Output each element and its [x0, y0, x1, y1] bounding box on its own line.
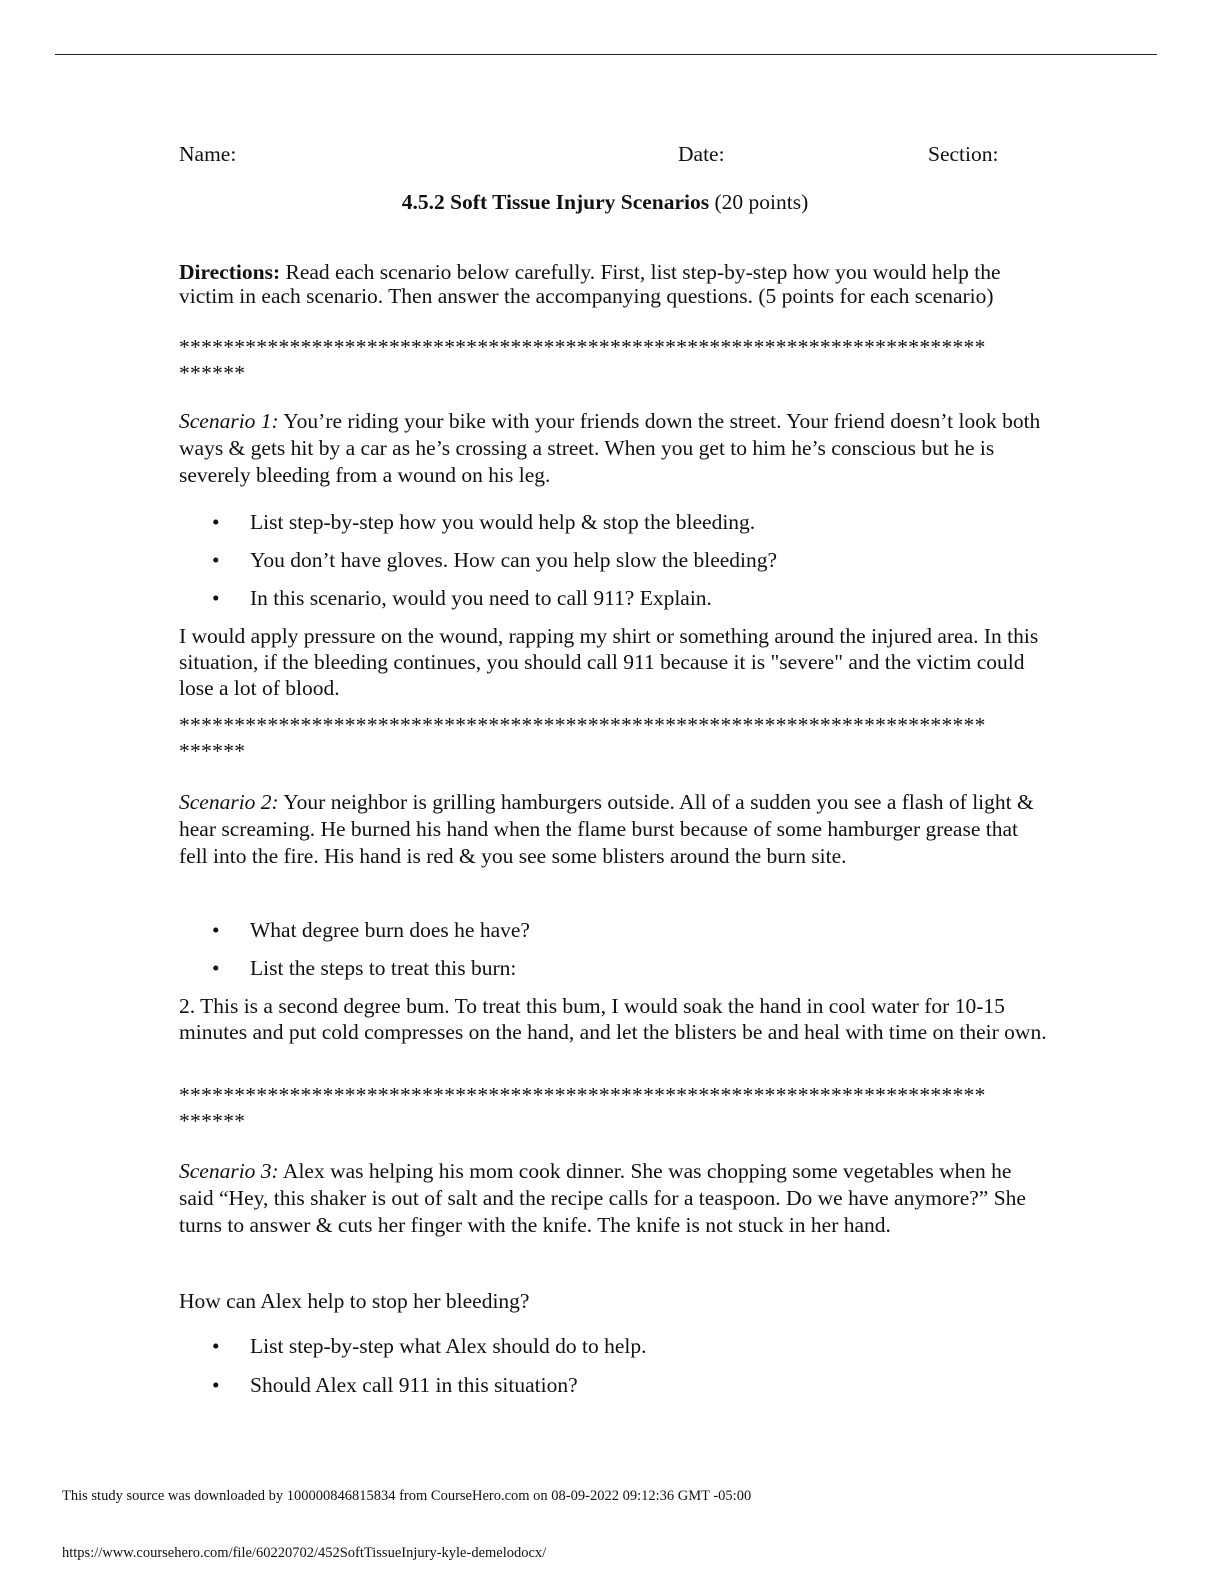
scenario-2-answer: 2. This is a second degree bum. To treat this bum, I would soak the hand in cool water for 10-15 minutes and put cold compresses on the hand, and let the blisters be and heal with time on their own. — [179, 994, 1047, 1044]
scenario-3-label: Scenario 3: — [179, 1159, 279, 1183]
list-item — [179, 917, 1049, 943]
separator-3-line-1: ************************************************************************* — [179, 1083, 986, 1107]
directions — [179, 260, 1049, 308]
scenario-3-question: How can Alex help to stop her bleeding? — [179, 1289, 530, 1313]
scenario-3-text — [179, 1158, 1049, 1239]
separator-2-line-1: ************************************************************************* — [179, 713, 986, 737]
separator-1-line-1: ************************************************************************* — [179, 335, 986, 359]
separator-2-line-2: ****** — [179, 739, 246, 763]
bullet: • — [212, 586, 220, 610]
list-item — [179, 1372, 1049, 1398]
scenario-2-questions — [179, 917, 1049, 981]
list-item — [179, 509, 1049, 535]
scenario-3-body: Alex was helping his mom cook dinner. She was chopping some vegetables when he said “Hey, this shaker is out of salt and the recipe calls for a teaspoon. Do we have anymore?” She turns to answer & cuts her finger with the knife. The knife is not stuck in her hand. — [179, 1159, 1026, 1237]
list-item — [179, 1333, 1049, 1359]
question-text: In this scenario, would you need to call 911? Explain. — [250, 586, 712, 610]
list-item — [179, 955, 1049, 981]
scenario-2-text — [179, 789, 1049, 870]
top-rule — [55, 54, 1157, 55]
question-text: List step-by-step how you would help & stop the bleeding. — [250, 510, 756, 534]
scenario-1-questions — [179, 509, 1049, 611]
footer-source: This study source was downloaded by 100000846815834 from CourseHero.com on 08-09-2022 09:12:36 GMT -05:00 — [62, 1488, 752, 1504]
question-text: Should Alex call 911 in this situation? — [250, 1373, 578, 1397]
bullet: • — [212, 918, 220, 942]
directions-label: Directions: — [179, 260, 281, 284]
list-item — [179, 585, 1049, 611]
bullet: • — [212, 1334, 220, 1358]
footer-url: https://www.coursehero.com/file/60220702/452SoftTissueInjury-kyle-demelodocx/ — [62, 1545, 547, 1561]
question-text: List the steps to treat this burn: — [250, 956, 517, 980]
section-label: Section: — [928, 142, 999, 166]
scenario-1-label: Scenario 1: — [179, 409, 279, 433]
directions-text: Read each scenario below carefully. First, list step-by-step how you would help the victim in each scenario. Then answer the accompanying questions. (5 points for each scenario) — [179, 260, 1001, 308]
bullet: • — [212, 548, 220, 572]
date-label: Date: — [678, 142, 725, 166]
bullet: • — [212, 510, 220, 534]
list-item — [179, 547, 1049, 573]
question-text: You don’t have gloves. How can you help slow the bleeding? — [250, 548, 778, 572]
separator-1-line-2: ****** — [179, 361, 246, 385]
title-points: (20 points) — [714, 190, 809, 214]
scenario-1-body: You’re riding your bike with your friends down the street. Your friend doesn’t look both ways & gets hit by a car as he’s crossing a street. When you get to him he’s conscious but he is severely bleeding from a wound on his leg. — [179, 409, 1041, 487]
scenario-2-body: Your neighbor is grilling hamburgers outside. All of a sudden you see a flash of light & hear screaming. He burned his hand when the flame burst because of some hamburger grease that fell into the fire. His hand is red & you see some blisters around the burn site. — [179, 790, 1034, 868]
question-text: List step-by-step what Alex should do to help. — [250, 1334, 647, 1358]
title-main: 4.5.2 Soft Tissue Injury Scenarios — [401, 190, 710, 214]
question-text: What degree burn does he have? — [250, 918, 530, 942]
page-title — [0, 189, 1210, 215]
bullet: • — [212, 956, 220, 980]
bullet: • — [212, 1373, 220, 1397]
name-label: Name: — [179, 142, 237, 166]
scenario-1-text — [179, 408, 1049, 489]
scenario-3-questions — [179, 1333, 1049, 1398]
separator-3-line-2: ****** — [179, 1109, 246, 1133]
scenario-2-label: Scenario 2: — [179, 790, 279, 814]
scenario-1-answer: I would apply pressure on the wound, rapping my shirt or something around the injured area. In this situation, if the bleeding continues, you should call 911 because it is "severe" and the victim could lose a lot of blood. — [179, 624, 1039, 700]
